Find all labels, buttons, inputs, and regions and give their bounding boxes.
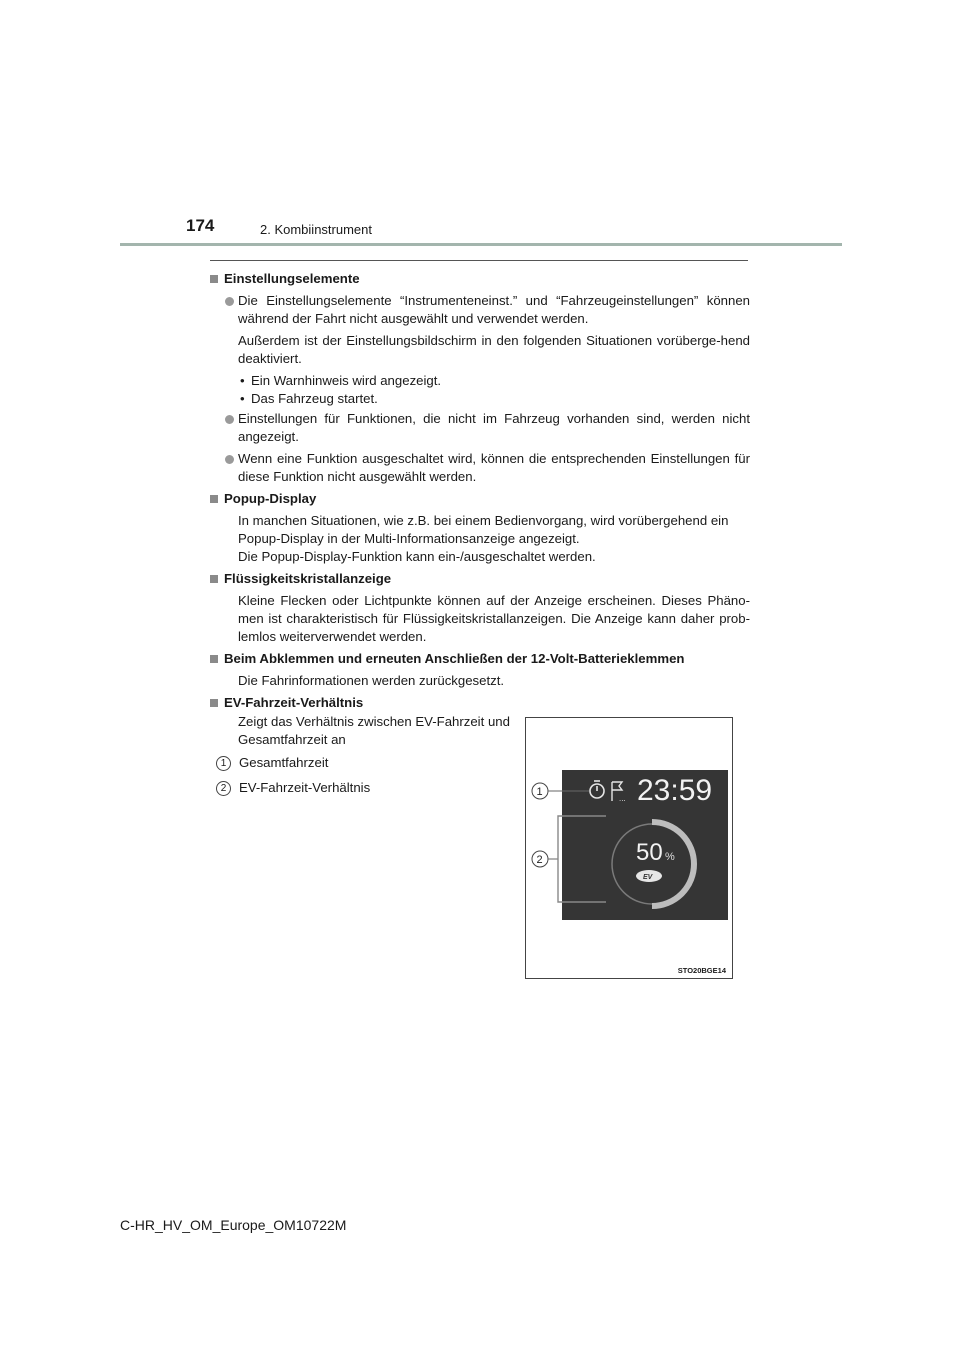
section-heading: Flüssigkeitskristallanzeige bbox=[210, 570, 750, 588]
callout-number: 2 bbox=[216, 781, 231, 796]
percent-unit: % bbox=[665, 851, 675, 863]
section-heading: EV-Fahrzeit-Verhältnis bbox=[210, 694, 750, 712]
ev-description: Zeigt das Verhältnis zwischen EV-Fahrzeit und Gesamtfahrzeit an bbox=[238, 714, 510, 747]
section-heading: Beim Abklemmen und erneuten Anschließen der 12-Volt-Batterieklemmen bbox=[210, 650, 750, 668]
section-heading: Popup-Display bbox=[210, 490, 750, 508]
ev-badge-icon bbox=[636, 870, 662, 882]
legend-item-2: 2 EV-Fahrzeit-Verhältnis bbox=[216, 780, 370, 796]
callout-number: 1 bbox=[216, 756, 231, 771]
bullet-paragraph: Einstellungen für Funktionen, die nicht im Fahrzeug vorhanden sind, werden nicht angezeigt. bbox=[210, 410, 750, 446]
figure-code: STO20BGE14 bbox=[677, 966, 726, 975]
bullet-paragraph: Die Einstellungselemente “Instrumenteneinst.” und “Fahrzeugeinstellungen” können während der Fahrt nicht ausgewählt und verwendet werden. bbox=[210, 292, 750, 328]
callout-2-label: 2 bbox=[536, 854, 543, 866]
paragraph: Die Fahrinformationen werden zurückgesetzt. bbox=[238, 673, 505, 688]
svg-text:EV: EV bbox=[643, 874, 653, 881]
paragraph: Außerdem ist der Einstellungsbildschirm in den folgenden Situationen vorüberge-hend deaktiviert. bbox=[238, 333, 750, 366]
list-item: • Das Fahrzeug startet. bbox=[240, 391, 378, 406]
list-item: • Ein Warnhinweis wird angezeigt. bbox=[240, 373, 442, 388]
header-rule bbox=[120, 243, 842, 246]
square-bullet-icon bbox=[210, 699, 218, 707]
main-content bbox=[210, 266, 750, 712]
square-bullet-icon bbox=[210, 575, 218, 583]
bullet-paragraph: Wenn eine Funktion ausgeschaltet wird, können die entsprechenden Einstellungen für diese Funktion nicht ausgewählt werden. bbox=[210, 450, 750, 486]
section-rule bbox=[210, 260, 748, 261]
legend-item-1: 1 Gesamtfahrzeit bbox=[216, 755, 328, 771]
document-id: C-HR_HV_OM_Europe_OM10722M bbox=[120, 1217, 347, 1233]
display-illustration bbox=[526, 718, 732, 978]
chapter-title: 2. Kombiinstrument bbox=[260, 222, 372, 237]
paragraph: Die Popup-Display-Funktion kann ein-/ausgeschaltet werden. bbox=[238, 549, 596, 564]
square-bullet-icon bbox=[210, 655, 218, 663]
section-heading: Einstellungselemente bbox=[210, 270, 750, 288]
square-bullet-icon bbox=[210, 495, 218, 503]
square-bullet-icon bbox=[210, 275, 218, 283]
circle-bullet-icon bbox=[225, 297, 234, 306]
percent-value: 50 bbox=[636, 839, 663, 866]
circle-bullet-icon bbox=[225, 455, 234, 464]
callout-1-label: 1 bbox=[536, 786, 543, 798]
circle-bullet-icon bbox=[225, 415, 234, 424]
ev-ratio-figure bbox=[525, 717, 733, 979]
total-time-text: 23:59 bbox=[637, 774, 713, 807]
page-number: 174 bbox=[186, 216, 215, 235]
dots-text: ... bbox=[619, 794, 626, 803]
paragraph: Kleine Flecken oder Lichtpunkte können auf der Anzeige erscheinen. Dieses Phäno-men ist charakteristisch für Flüssigkeitskristallanzeigen. Die Anzeige kann daher prob-lemlos weiterverwendet werden. bbox=[238, 593, 750, 644]
paragraph: In manchen Situationen, wie z.B. bei einem Bedienvorgang, wird vorübergehend ein Popup-Display in der Multi-Informationsanzeige angezeigt. bbox=[238, 513, 729, 546]
